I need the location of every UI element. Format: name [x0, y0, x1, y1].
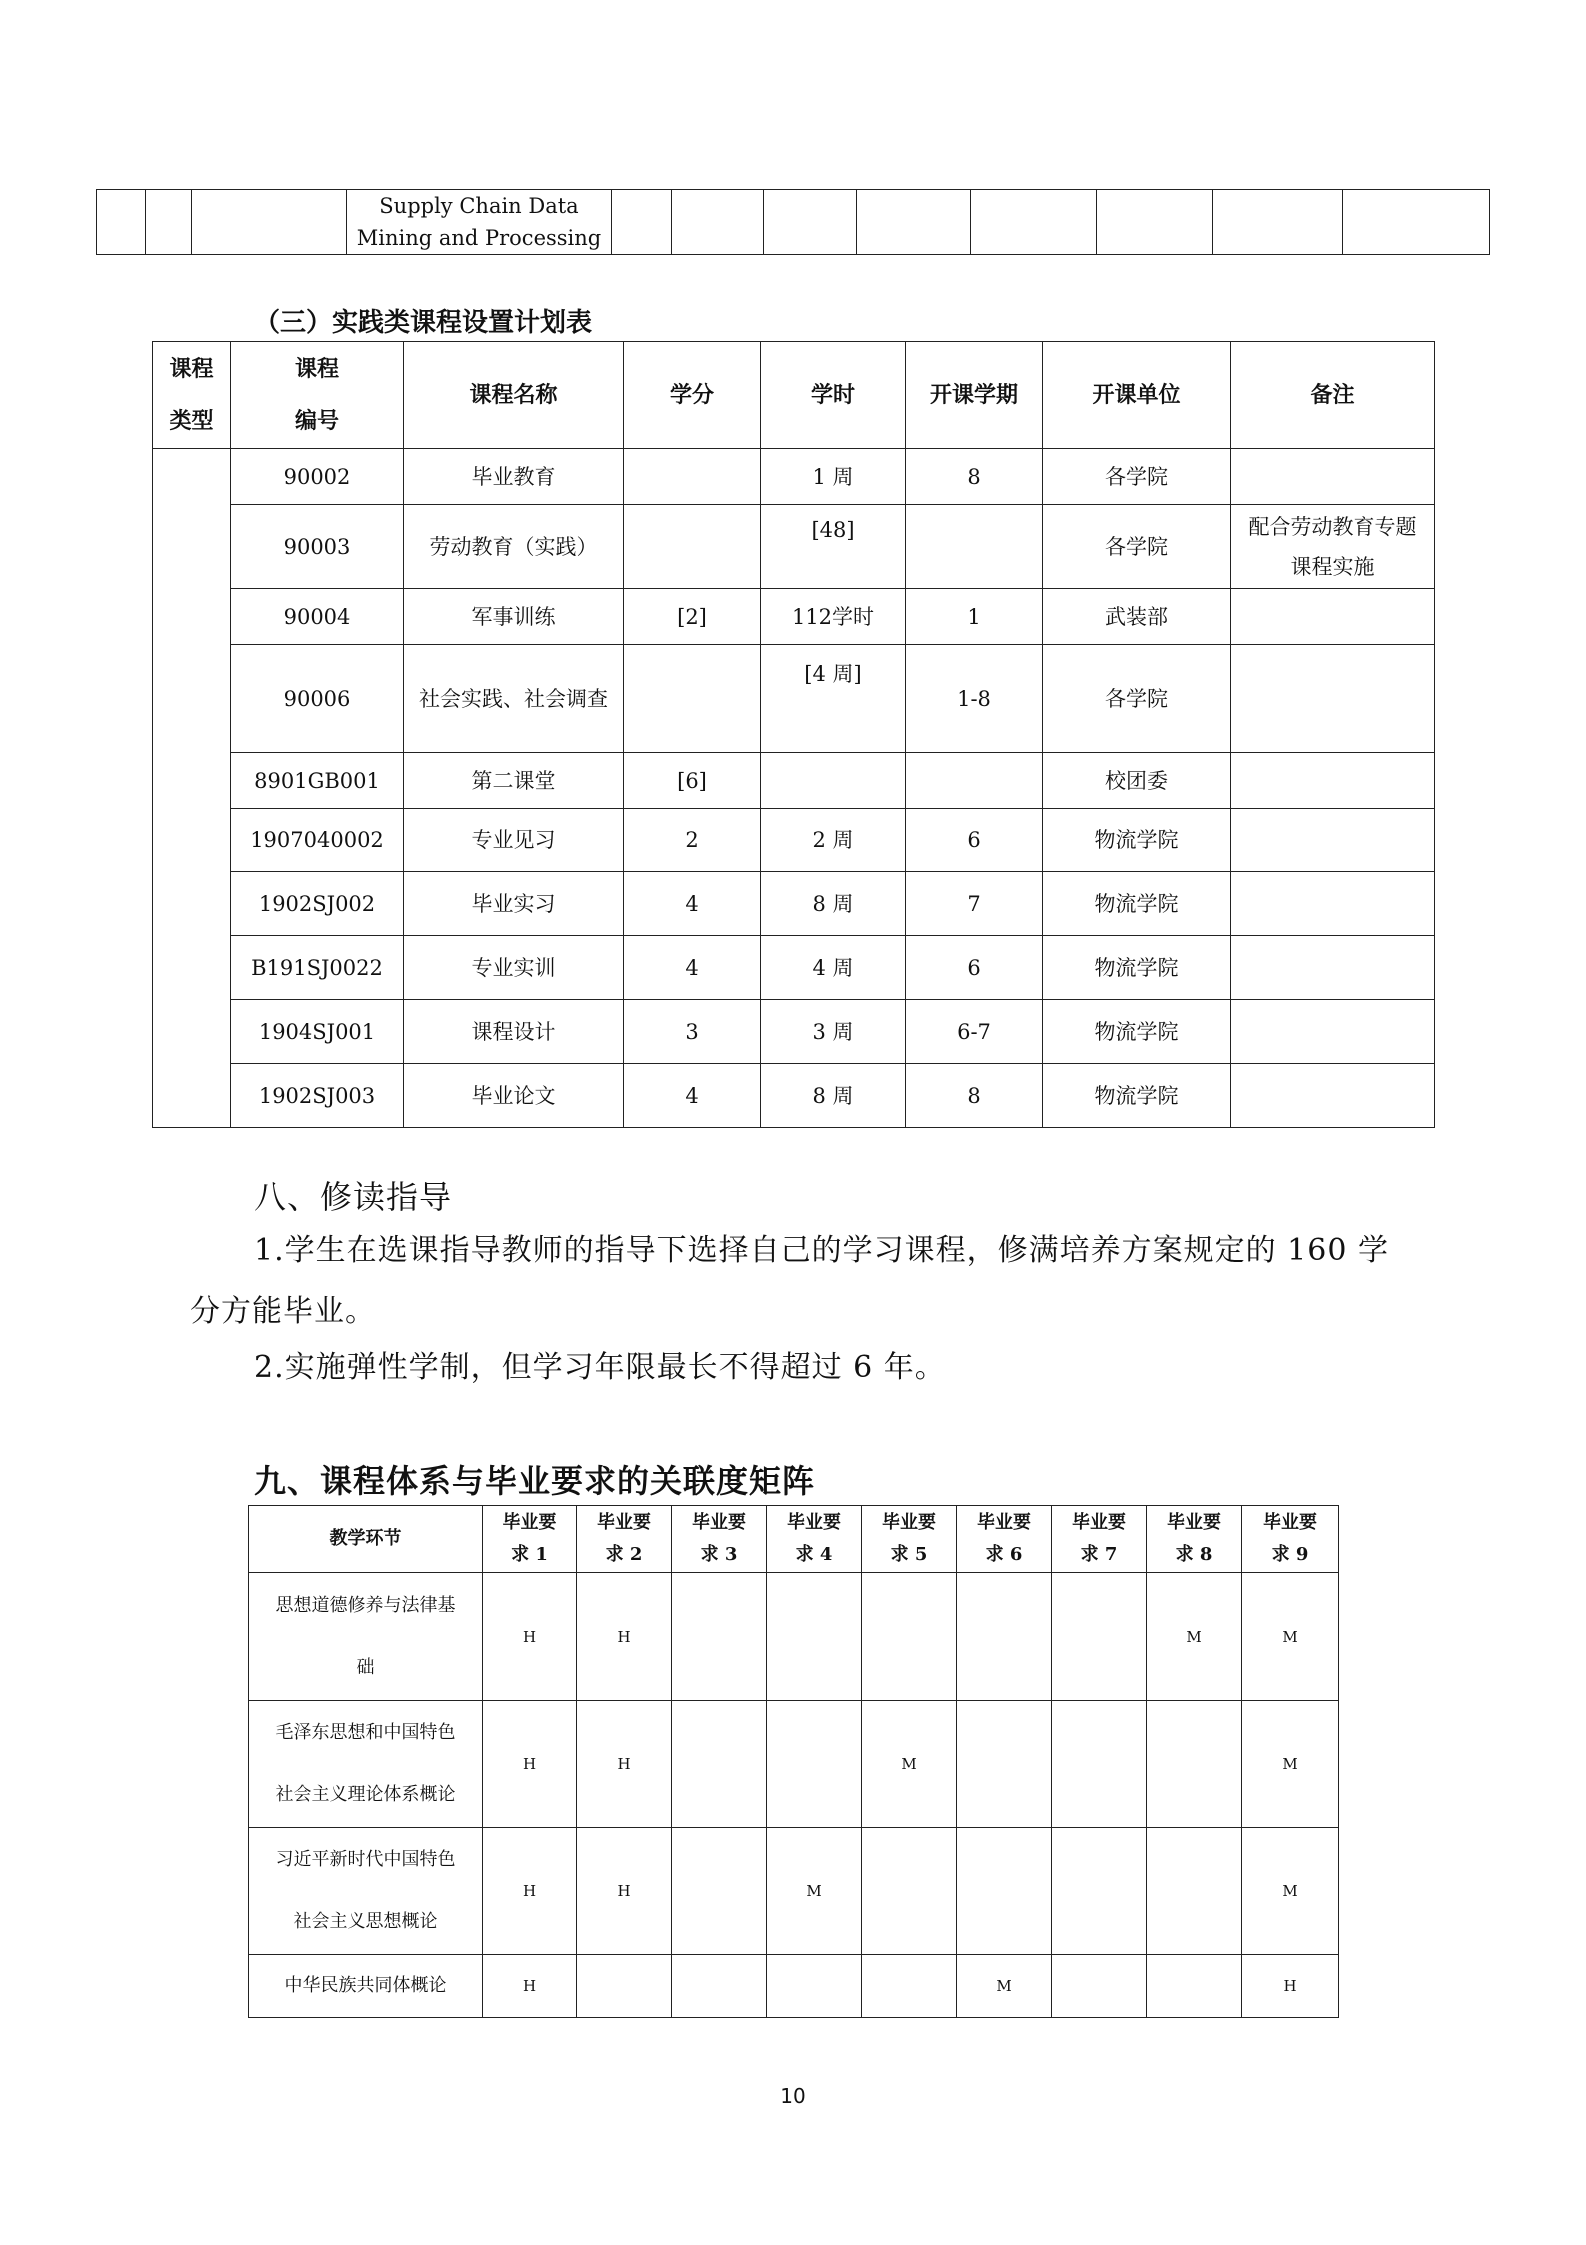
header-req-9: 毕业要 求 9 [1242, 1506, 1339, 1573]
practice-course-table [152, 341, 1435, 1128]
guidance-paragraph-1: 1.学生在选课指导教师的指导下选择自己的学习课程，修满培养方案规定的 160 学 [254, 1233, 1389, 1268]
table-row: 90002 毕业教育 1 周 8 各学院 [153, 449, 1435, 505]
header-req-3: 毕业要 求 3 [672, 1506, 767, 1573]
header-req-1: 毕业要 求 1 [483, 1506, 577, 1573]
guidance-paragraph-2: 2.实施弹性学制，但学习年限最长不得超过 6 年。 [254, 1350, 946, 1385]
course-name-cell: 中华民族共同体概论 [249, 1955, 483, 2018]
table-row [97, 190, 1490, 255]
header-hours: 学时 [761, 342, 906, 449]
table-row: 1902SJ003 毕业论文 4 8 周 8 物流学院 [153, 1064, 1435, 1128]
header-course-name: 课程名称 [404, 342, 624, 449]
header-req-2: 毕业要 求 2 [577, 1506, 672, 1573]
guidance-paragraph-1-continued: 分方能毕业。 [190, 1294, 376, 1329]
header-req-5: 毕业要 求 5 [862, 1506, 957, 1573]
header-course-code: 课程 编号 [231, 342, 404, 449]
header-note: 备注 [1231, 342, 1435, 449]
matrix-section-title: 九、课程体系与毕业要求的关联度矩阵 [254, 1462, 816, 1500]
table-row: 中华民族共同体概论 H M H [249, 1955, 1339, 2018]
course-type-cell [153, 449, 231, 1128]
table-row: 90003 劳动教育（实践） [48] 各学院 配合劳动教育专题课程实施 [153, 505, 1435, 589]
header-req-6: 毕业要 求 6 [957, 1506, 1052, 1573]
table-row: 毛泽东思想和中国特色 社会主义理论体系概论 H H M M [249, 1701, 1339, 1828]
table-row: 1907040002 专业见习 2 2 周 6 物流学院 [153, 809, 1435, 872]
table-row: 思想道德修养与法律基 础 H H M M [249, 1573, 1339, 1701]
header-unit: 开课单位 [1043, 342, 1231, 449]
guidance-section-title: 八、修读指导 [254, 1178, 453, 1216]
requirements-matrix-table [248, 1505, 1339, 2018]
page-number: 10 [780, 2084, 806, 2108]
table-header-row [153, 342, 1435, 449]
table-row: 1904SJ001 课程设计 3 3 周 6-7 物流学院 [153, 1000, 1435, 1064]
header-credit: 学分 [624, 342, 761, 449]
header-semester: 开课学期 [906, 342, 1043, 449]
table-row: B191SJ0022 专业实训 4 4 周 6 物流学院 [153, 936, 1435, 1000]
table-header-row [249, 1506, 1339, 1573]
table-row: 1902SJ002 毕业实习 4 8 周 7 物流学院 [153, 872, 1435, 936]
course-name-cell: 习近平新时代中国特色 社会主义思想概论 [249, 1828, 483, 1955]
header-req-8: 毕业要 求 8 [1147, 1506, 1242, 1573]
course-name-cell: 毛泽东思想和中国特色 社会主义理论体系概论 [249, 1701, 483, 1828]
header-req-7: 毕业要 求 7 [1052, 1506, 1147, 1573]
table-row: 90004 军事训练 [2] 112学时 1 武装部 [153, 589, 1435, 645]
continued-course-table [96, 189, 1490, 255]
table-row: 习近平新时代中国特色 社会主义思想概论 H H M M [249, 1828, 1339, 1955]
header-req-4: 毕业要 求 4 [767, 1506, 862, 1573]
header-teaching-link: 教学环节 [249, 1506, 483, 1573]
table-row: 8901GB001 第二课堂 [6] 校团委 [153, 753, 1435, 809]
course-name-cell: 思想道德修养与法律基 础 [249, 1573, 483, 1701]
table-row: 90006 社会实践、社会调查 [4 周] 1-8 各学院 [153, 645, 1435, 753]
course-name-cell: Supply Chain Data Mining and Processing [347, 190, 612, 255]
header-course-type: 课程 类型 [153, 342, 231, 449]
practice-section-title: （三）实践类课程设置计划表 [254, 308, 593, 338]
